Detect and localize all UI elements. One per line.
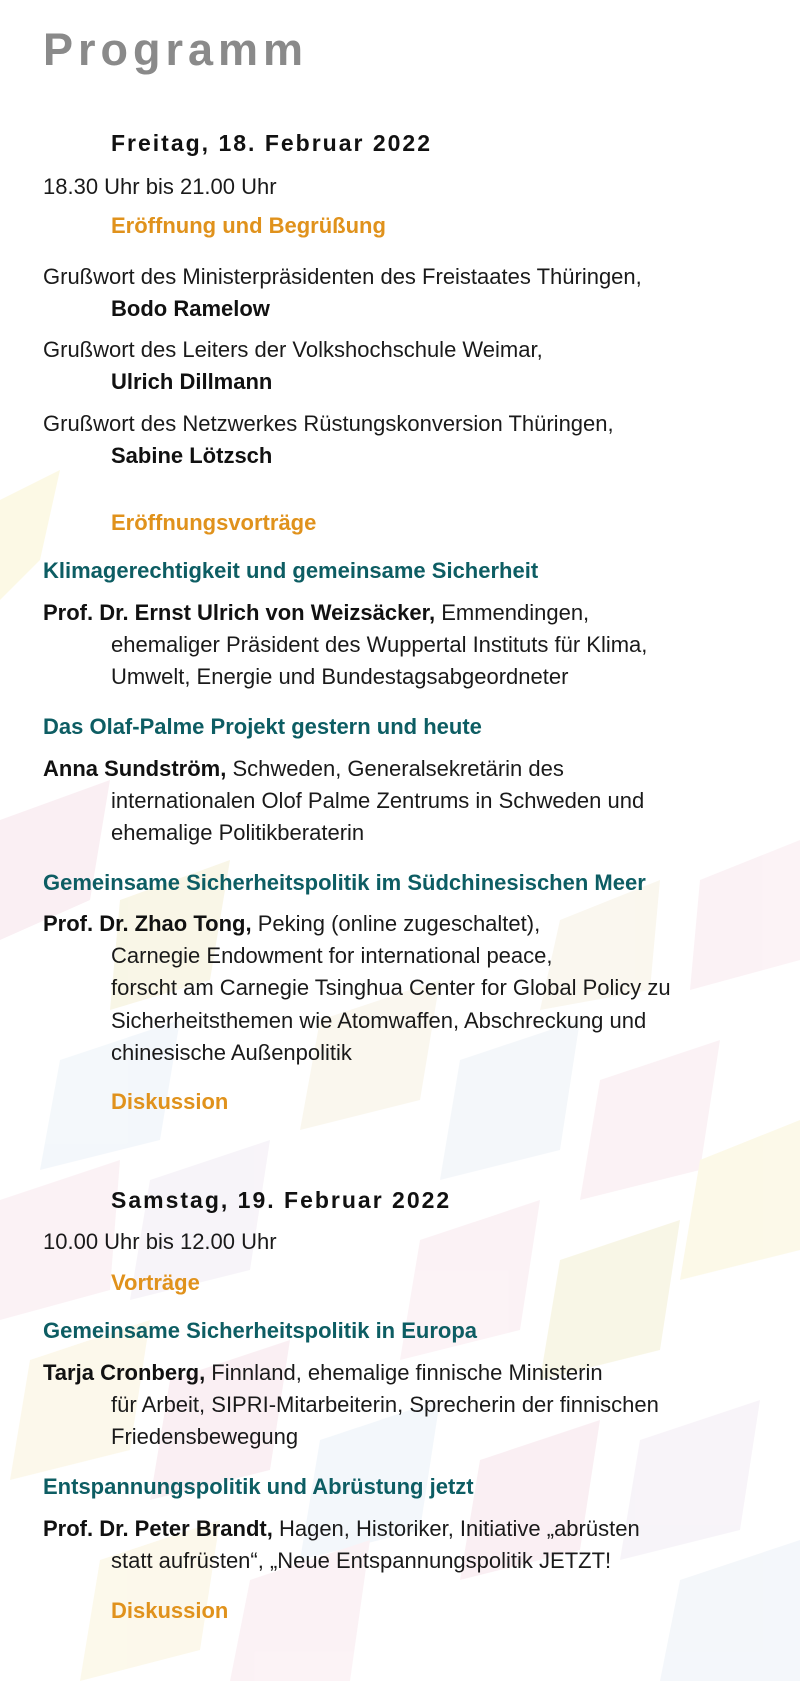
- talk-1-location: Emmendingen,: [435, 600, 590, 625]
- greeting-1-text: Grußwort des Ministerpräsidenten des Freistaates Thüringen,: [43, 264, 642, 289]
- friday-time: 18.30 Uhr bis 21.00 Uhr: [43, 174, 277, 199]
- page-title: Programm: [43, 24, 309, 75]
- talk-5-speaker-line: [43, 1516, 640, 1542]
- talk-1-desc-line: ehemaliger Präsident des Wuppertal Instituts für Klima,: [111, 632, 648, 657]
- talk-2-title: Das Olaf-Palme Projekt gestern und heute: [43, 714, 482, 739]
- talk-3-desc-line: chinesische Außenpolitik: [111, 1040, 352, 1065]
- talk-3-speaker-line: [43, 911, 540, 937]
- greeting-1-name: Bodo Ramelow: [111, 296, 270, 321]
- talk-2-desc-line: internationalen Olof Palme Zentrums in Schweden und: [111, 788, 645, 813]
- talk-2-location: Schweden, Generalsekretärin des: [226, 756, 564, 781]
- lectures-heading: Eröffnungsvorträge: [111, 510, 317, 535]
- talk-3-title: Gemeinsame Sicherheitspolitik im Südchinesischen Meer: [43, 870, 646, 895]
- saturday-heading: Vorträge: [111, 1270, 200, 1295]
- talk-4-location: Finnland, ehemalige finnische Ministerin: [205, 1360, 603, 1385]
- talk-5-speaker: Prof. Dr. Peter Brandt,: [43, 1516, 273, 1541]
- talk-1-title: Klimagerechtigkeit und gemeinsame Sicherheit: [43, 558, 539, 583]
- talk-5-location: Hagen, Historiker, Initiative „abrüsten: [272, 1516, 640, 1541]
- talk-3-desc-line: forscht am Carnegie Tsinghua Center for Global Policy zu: [111, 975, 671, 1000]
- talk-3-speaker: Prof. Dr. Zhao Tong,: [43, 911, 252, 936]
- talk-1-desc-line: Umwelt, Energie und Bundestagsabgeordneter: [111, 664, 569, 689]
- talk-2-speaker-line: [43, 756, 564, 782]
- greeting-2-name: Ulrich Dillmann: [111, 369, 273, 394]
- talk-3-desc-line: Carnegie Endowment for international peace,: [111, 943, 553, 968]
- talk-4-desc-line: Friedensbewegung: [111, 1424, 299, 1449]
- talk-1-speaker-line: [43, 600, 589, 626]
- talk-4-title: Gemeinsame Sicherheitspolitik in Europa: [43, 1318, 478, 1343]
- friday-discussion: Diskussion: [111, 1089, 229, 1114]
- greeting-2-text: Grußwort des Leiters der Volkshochschule Weimar,: [43, 337, 543, 362]
- saturday-time: 10.00 Uhr bis 12.00 Uhr: [43, 1229, 277, 1254]
- talk-5-desc-line: statt aufrüsten“, „Neue Entspannungspolitik JETZT!: [111, 1548, 612, 1573]
- talk-4-speaker-line: [43, 1360, 603, 1386]
- greeting-3-name: Sabine Lötzsch: [111, 443, 273, 468]
- saturday-discussion: Diskussion: [111, 1598, 229, 1623]
- talk-4-desc-line: für Arbeit, SIPRI-Mitarbeiterin, Sprecherin der finnischen: [111, 1392, 659, 1417]
- talk-1-speaker: Prof. Dr. Ernst Ulrich von Weizsäcker,: [43, 600, 436, 625]
- talk-2-desc-line: ehemalige Politikberaterin: [111, 820, 365, 845]
- talk-4-speaker: Tarja Cronberg,: [43, 1360, 206, 1385]
- saturday-date: Samstag, 19. Februar 2022: [111, 1187, 452, 1213]
- opening-heading: Eröffnung und Begrüßung: [111, 213, 386, 238]
- friday-date: Freitag, 18. Februar 2022: [111, 130, 433, 156]
- talk-3-desc-line: Sicherheitsthemen wie Atomwaffen, Abschreckung und: [111, 1008, 647, 1033]
- talk-5-title: Entspannungspolitik und Abrüstung jetzt: [43, 1474, 474, 1499]
- greeting-3-text: Grußwort des Netzwerkes Rüstungskonversion Thüringen,: [43, 411, 614, 436]
- talk-2-speaker: Anna Sundström,: [43, 756, 227, 781]
- talk-3-location: Peking (online zugeschaltet),: [251, 911, 541, 936]
